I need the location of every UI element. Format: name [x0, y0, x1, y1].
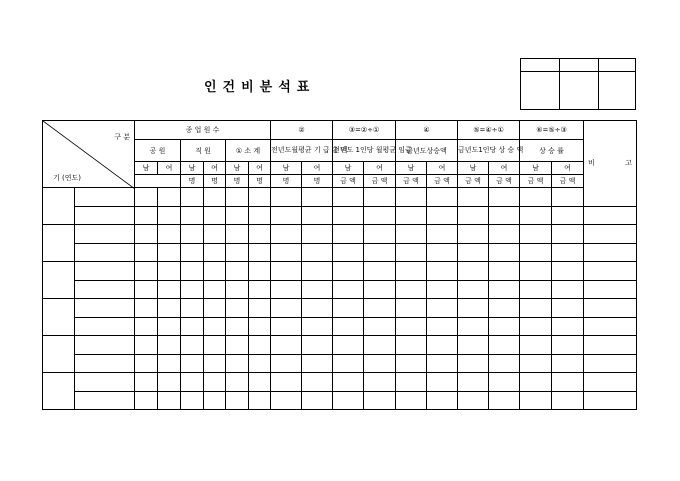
data-cell[interactable] — [302, 391, 333, 410]
data-cell[interactable] — [520, 262, 552, 281]
data-cell[interactable] — [158, 336, 181, 355]
data-cell[interactable] — [181, 225, 204, 244]
data-cell[interactable] — [75, 373, 135, 392]
unit-cell: 금 액 — [364, 175, 396, 188]
data-cell[interactable] — [333, 280, 364, 299]
data-cell[interactable] — [158, 262, 181, 281]
data-cell[interactable] — [584, 336, 637, 355]
data-cell[interactable] — [158, 373, 181, 392]
data-cell[interactable] — [584, 391, 637, 410]
data-cell[interactable] — [271, 317, 302, 336]
data-cell[interactable] — [333, 243, 364, 262]
data-cell[interactable] — [458, 299, 489, 318]
data-cell[interactable] — [364, 188, 396, 207]
data-cell[interactable] — [489, 336, 520, 355]
data-cell[interactable] — [396, 391, 427, 410]
table-row — [43, 225, 637, 244]
data-cell[interactable] — [181, 188, 204, 207]
data-cell[interactable] — [458, 243, 489, 262]
gender-cell: 남 — [271, 162, 302, 175]
data-cell[interactable] — [520, 206, 552, 225]
data-cell[interactable] — [427, 354, 458, 373]
data-cell[interactable] — [364, 299, 396, 318]
data-cell[interactable] — [302, 225, 333, 244]
header-subgroup-workers: 공 원 — [135, 140, 181, 162]
unit-cell: 명 — [271, 175, 302, 188]
data-cell[interactable] — [181, 336, 204, 355]
header-col5-label: 금년도1인당 상 승 액 — [458, 140, 520, 162]
data-cell[interactable] — [75, 243, 135, 262]
data-cell[interactable] — [396, 206, 427, 225]
table-row — [43, 280, 637, 299]
data-cell[interactable] — [552, 206, 584, 225]
data-cell[interactable] — [364, 336, 396, 355]
data-cell[interactable] — [520, 336, 552, 355]
data-cell[interactable] — [364, 317, 396, 336]
data-cell[interactable] — [75, 188, 135, 207]
data-cell[interactable] — [302, 317, 333, 336]
data-cell[interactable] — [226, 262, 249, 281]
gender-cell: 남 — [458, 162, 489, 175]
data-cell[interactable] — [333, 336, 364, 355]
data-cell[interactable] — [552, 225, 584, 244]
data-cell[interactable] — [204, 354, 226, 373]
data-cell[interactable] — [271, 262, 302, 281]
data-cell[interactable] — [396, 299, 427, 318]
data-cell[interactable] — [584, 206, 637, 225]
data-cell[interactable] — [427, 373, 458, 392]
table-row — [43, 188, 637, 207]
data-cell[interactable] — [135, 280, 158, 299]
data-cell[interactable] — [271, 299, 302, 318]
data-cell[interactable] — [396, 317, 427, 336]
table-row — [43, 299, 637, 318]
header-col5-num: ⑤=④÷① — [458, 121, 520, 140]
data-cell[interactable] — [552, 336, 584, 355]
data-cell[interactable] — [204, 280, 226, 299]
data-cell[interactable] — [135, 225, 158, 244]
data-cell[interactable] — [489, 188, 520, 207]
unit-cell: 금 액 — [520, 175, 552, 188]
data-cell[interactable] — [552, 299, 584, 318]
unit-cell: 명 — [226, 175, 249, 188]
data-cell[interactable] — [333, 391, 364, 410]
data-cell[interactable] — [364, 206, 396, 225]
header-col3-num: ③=②÷① — [333, 121, 396, 140]
header-period: 기 (연도) — [53, 174, 81, 182]
data-cell[interactable] — [226, 225, 249, 244]
data-cell[interactable] — [181, 354, 204, 373]
data-cell[interactable] — [135, 262, 158, 281]
data-cell[interactable] — [204, 317, 226, 336]
data-cell[interactable] — [584, 299, 637, 318]
data-cell[interactable] — [181, 391, 204, 410]
data-cell[interactable] — [520, 373, 552, 392]
data-cell[interactable] — [226, 206, 249, 225]
data-cell[interactable] — [489, 373, 520, 392]
data-cell[interactable] — [552, 391, 584, 410]
data-cell[interactable] — [396, 188, 427, 207]
data-cell[interactable] — [364, 354, 396, 373]
data-cell[interactable] — [302, 280, 333, 299]
header-gubun: 구 분 — [114, 133, 130, 141]
data-cell[interactable] — [249, 299, 271, 318]
data-cell[interactable] — [135, 317, 158, 336]
data-cell[interactable] — [584, 225, 637, 244]
data-cell[interactable] — [249, 354, 271, 373]
data-cell[interactable] — [489, 262, 520, 281]
data-cell[interactable] — [552, 280, 584, 299]
data-cell[interactable] — [204, 206, 226, 225]
header-subgroup-staff: 직 원 — [181, 140, 226, 162]
unit-cell: 금 액 — [427, 175, 458, 188]
data-cell[interactable] — [396, 262, 427, 281]
data-cell[interactable] — [302, 354, 333, 373]
header-col4-label: 금년도상승액 — [396, 140, 458, 162]
data-cell[interactable] — [520, 280, 552, 299]
data-cell[interactable] — [75, 299, 135, 318]
data-cell[interactable] — [181, 206, 204, 225]
data-cell[interactable] — [489, 317, 520, 336]
remarks-char-2: 고 — [625, 159, 633, 168]
table-row — [43, 373, 637, 392]
data-cell[interactable] — [204, 188, 226, 207]
data-cell[interactable] — [181, 373, 204, 392]
labor-cost-table — [42, 120, 637, 410]
data-cell[interactable] — [249, 262, 271, 281]
data-cell[interactable] — [333, 317, 364, 336]
gender-cell: 여 — [364, 162, 396, 175]
data-cell[interactable] — [204, 336, 226, 355]
unit-cell: 금 액 — [489, 175, 520, 188]
data-cell[interactable] — [181, 243, 204, 262]
document-title: 인건비분석표 — [204, 80, 316, 95]
data-cell[interactable] — [396, 354, 427, 373]
data-cell[interactable] — [226, 373, 249, 392]
data-cell[interactable] — [226, 317, 249, 336]
data-cell[interactable] — [520, 188, 552, 207]
data-cell[interactable] — [333, 373, 364, 392]
data-cell[interactable] — [226, 243, 249, 262]
unit-row-spacer — [135, 175, 181, 188]
data-cell[interactable] — [75, 391, 135, 410]
data-cell[interactable] — [364, 225, 396, 244]
period-cell[interactable] — [43, 262, 75, 299]
approval-box — [520, 58, 636, 110]
data-cell[interactable] — [584, 280, 637, 299]
header-employees: 종 업 원 수 — [135, 121, 271, 140]
gender-cell: 남 — [135, 162, 158, 175]
period-cell[interactable] — [43, 225, 75, 262]
data-cell[interactable] — [489, 391, 520, 410]
data-cell[interactable] — [135, 243, 158, 262]
data-cell[interactable] — [302, 262, 333, 281]
data-cell[interactable] — [271, 336, 302, 355]
data-cell[interactable] — [158, 225, 181, 244]
data-cell[interactable] — [520, 243, 552, 262]
data-cell[interactable] — [302, 188, 333, 207]
data-cell[interactable] — [158, 354, 181, 373]
data-cell[interactable] — [75, 225, 135, 244]
data-cell[interactable] — [552, 188, 584, 207]
data-cell[interactable] — [249, 225, 271, 244]
header-subgroup-subtotal: ① 소 계 — [226, 140, 271, 162]
data-cell[interactable] — [427, 391, 458, 410]
data-cell[interactable] — [204, 262, 226, 281]
data-cell[interactable] — [458, 373, 489, 392]
data-cell[interactable] — [552, 262, 584, 281]
data-cell[interactable] — [271, 391, 302, 410]
data-cell[interactable] — [271, 188, 302, 207]
data-cell[interactable] — [75, 206, 135, 225]
data-cell[interactable] — [271, 243, 302, 262]
data-cell[interactable] — [584, 243, 637, 262]
data-cell[interactable] — [396, 225, 427, 244]
data-cell[interactable] — [489, 225, 520, 244]
data-cell[interactable] — [427, 336, 458, 355]
data-cell[interactable] — [364, 243, 396, 262]
data-cell[interactable] — [226, 280, 249, 299]
data-cell[interactable] — [249, 206, 271, 225]
data-cell[interactable] — [552, 317, 584, 336]
header-corner-cell — [43, 121, 135, 188]
data-cell[interactable] — [427, 243, 458, 262]
data-cell[interactable] — [489, 299, 520, 318]
gender-cell: 여 — [204, 162, 226, 175]
data-cell[interactable] — [249, 280, 271, 299]
data-cell[interactable] — [458, 206, 489, 225]
data-cell[interactable] — [226, 336, 249, 355]
data-cell[interactable] — [302, 243, 333, 262]
data-cell[interactable] — [75, 354, 135, 373]
data-cell[interactable] — [458, 354, 489, 373]
data-cell[interactable] — [333, 354, 364, 373]
data-cell[interactable] — [427, 262, 458, 281]
data-cell[interactable] — [427, 206, 458, 225]
unit-cell: 명 — [249, 175, 271, 188]
data-cell[interactable] — [249, 243, 271, 262]
gender-cell: 남 — [181, 162, 204, 175]
unit-cell: 명 — [204, 175, 226, 188]
data-cell[interactable] — [158, 206, 181, 225]
data-cell[interactable] — [427, 317, 458, 336]
data-cell[interactable] — [204, 299, 226, 318]
data-cell[interactable] — [271, 280, 302, 299]
data-cell[interactable] — [271, 354, 302, 373]
data-cell[interactable] — [458, 317, 489, 336]
data-cell[interactable] — [135, 336, 158, 355]
data-cell[interactable] — [427, 299, 458, 318]
data-cell[interactable] — [396, 336, 427, 355]
data-cell[interactable] — [364, 373, 396, 392]
data-cell[interactable] — [552, 373, 584, 392]
data-cell[interactable] — [302, 373, 333, 392]
data-cell[interactable] — [302, 299, 333, 318]
data-cell[interactable] — [181, 262, 204, 281]
data-cell[interactable] — [584, 262, 637, 281]
period-cell[interactable] — [43, 373, 75, 410]
data-cell[interactable] — [584, 354, 637, 373]
data-cell[interactable] — [552, 243, 584, 262]
data-cell[interactable] — [333, 262, 364, 281]
gender-cell: 남 — [520, 162, 552, 175]
table-row — [43, 317, 637, 336]
data-cell[interactable] — [158, 317, 181, 336]
data-cell[interactable] — [427, 188, 458, 207]
gender-cell: 남 — [226, 162, 249, 175]
period-cell[interactable] — [43, 336, 75, 373]
data-cell[interactable] — [204, 243, 226, 262]
header-remarks — [584, 121, 637, 207]
data-cell[interactable] — [271, 225, 302, 244]
data-cell[interactable] — [584, 373, 637, 392]
header-col2-label: 전년도월평균 기 급 총 액 — [271, 140, 333, 162]
gender-cell: 여 — [302, 162, 333, 175]
data-cell[interactable] — [396, 280, 427, 299]
data-cell[interactable] — [520, 391, 552, 410]
data-cell[interactable] — [75, 280, 135, 299]
data-cell[interactable] — [75, 336, 135, 355]
data-cell[interactable] — [181, 280, 204, 299]
data-cell[interactable] — [489, 280, 520, 299]
gender-cell: 여 — [158, 162, 181, 175]
data-cell[interactable] — [489, 354, 520, 373]
data-cell[interactable] — [458, 188, 489, 207]
table-row — [43, 354, 637, 373]
unit-cell: 금 액 — [458, 175, 489, 188]
header-col4-num: ④ — [396, 121, 458, 140]
data-cell[interactable] — [302, 206, 333, 225]
gender-cell: 여 — [489, 162, 520, 175]
data-cell[interactable] — [458, 336, 489, 355]
period-cell[interactable] — [43, 299, 75, 336]
data-cell[interactable] — [226, 391, 249, 410]
data-cell[interactable] — [458, 280, 489, 299]
data-cell[interactable] — [489, 243, 520, 262]
data-cell[interactable] — [271, 373, 302, 392]
gender-cell: 남 — [396, 162, 427, 175]
period-cell[interactable] — [43, 188, 75, 225]
data-cell[interactable] — [135, 373, 158, 392]
data-cell[interactable] — [158, 299, 181, 318]
data-cell[interactable] — [135, 354, 158, 373]
data-cell[interactable] — [427, 225, 458, 244]
data-cell[interactable] — [135, 188, 158, 207]
data-cell[interactable] — [333, 206, 364, 225]
data-cell[interactable] — [181, 299, 204, 318]
data-cell[interactable] — [75, 317, 135, 336]
data-cell[interactable] — [552, 354, 584, 373]
data-cell[interactable] — [458, 262, 489, 281]
data-cell[interactable] — [135, 391, 158, 410]
data-cell[interactable] — [333, 225, 364, 244]
data-cell[interactable] — [458, 391, 489, 410]
data-cell[interactable] — [75, 262, 135, 281]
unit-cell: 금 액 — [396, 175, 427, 188]
gender-cell: 여 — [249, 162, 271, 175]
data-cell[interactable] — [158, 280, 181, 299]
unit-cell: 금 액 — [333, 175, 364, 188]
data-cell[interactable] — [204, 225, 226, 244]
data-cell[interactable] — [249, 391, 271, 410]
header-col6-label: 상 승 률 — [520, 140, 584, 162]
table-row — [43, 243, 637, 262]
data-cell[interactable] — [249, 188, 271, 207]
data-cell[interactable] — [226, 354, 249, 373]
unit-cell: 명 — [181, 175, 204, 188]
table-row — [43, 262, 637, 281]
data-cell[interactable] — [249, 373, 271, 392]
gender-cell: 여 — [427, 162, 458, 175]
gender-cell: 여 — [552, 162, 584, 175]
data-cell[interactable] — [396, 243, 427, 262]
data-cell[interactable] — [520, 354, 552, 373]
data-cell[interactable] — [271, 206, 302, 225]
data-cell[interactable] — [364, 391, 396, 410]
data-cell[interactable] — [158, 391, 181, 410]
data-cell[interactable] — [158, 243, 181, 262]
unit-cell: 명 — [302, 175, 333, 188]
data-cell[interactable] — [302, 336, 333, 355]
data-cell[interactable] — [204, 391, 226, 410]
gender-cell: 남 — [333, 162, 364, 175]
data-cell[interactable] — [226, 299, 249, 318]
data-cell[interactable] — [135, 299, 158, 318]
data-cell[interactable] — [520, 299, 552, 318]
table-row — [43, 206, 637, 225]
header-col2-num: ② — [271, 121, 333, 140]
data-cell[interactable] — [489, 206, 520, 225]
data-cell[interactable] — [226, 188, 249, 207]
data-cell[interactable] — [135, 206, 158, 225]
data-cell[interactable] — [396, 373, 427, 392]
data-cell[interactable] — [333, 188, 364, 207]
data-cell[interactable] — [249, 317, 271, 336]
table-row — [43, 391, 637, 410]
data-cell[interactable] — [364, 280, 396, 299]
data-cell[interactable] — [364, 262, 396, 281]
data-cell[interactable] — [520, 317, 552, 336]
data-cell[interactable] — [249, 336, 271, 355]
header-col6-num: ⑥=⑤÷③ — [520, 121, 584, 140]
data-cell[interactable] — [427, 280, 458, 299]
unit-cell: 금 액 — [552, 175, 584, 188]
data-cell[interactable] — [204, 373, 226, 392]
data-cell[interactable] — [520, 225, 552, 244]
data-cell[interactable] — [158, 188, 181, 207]
header-col3-label: 전년도 1인당 월평균 임금 — [333, 140, 396, 162]
data-cell[interactable] — [458, 225, 489, 244]
data-cell[interactable] — [584, 317, 637, 336]
data-cell[interactable] — [181, 317, 204, 336]
data-cell[interactable] — [333, 299, 364, 318]
remarks-char-1: 비 — [588, 159, 595, 168]
table-row — [43, 336, 637, 355]
